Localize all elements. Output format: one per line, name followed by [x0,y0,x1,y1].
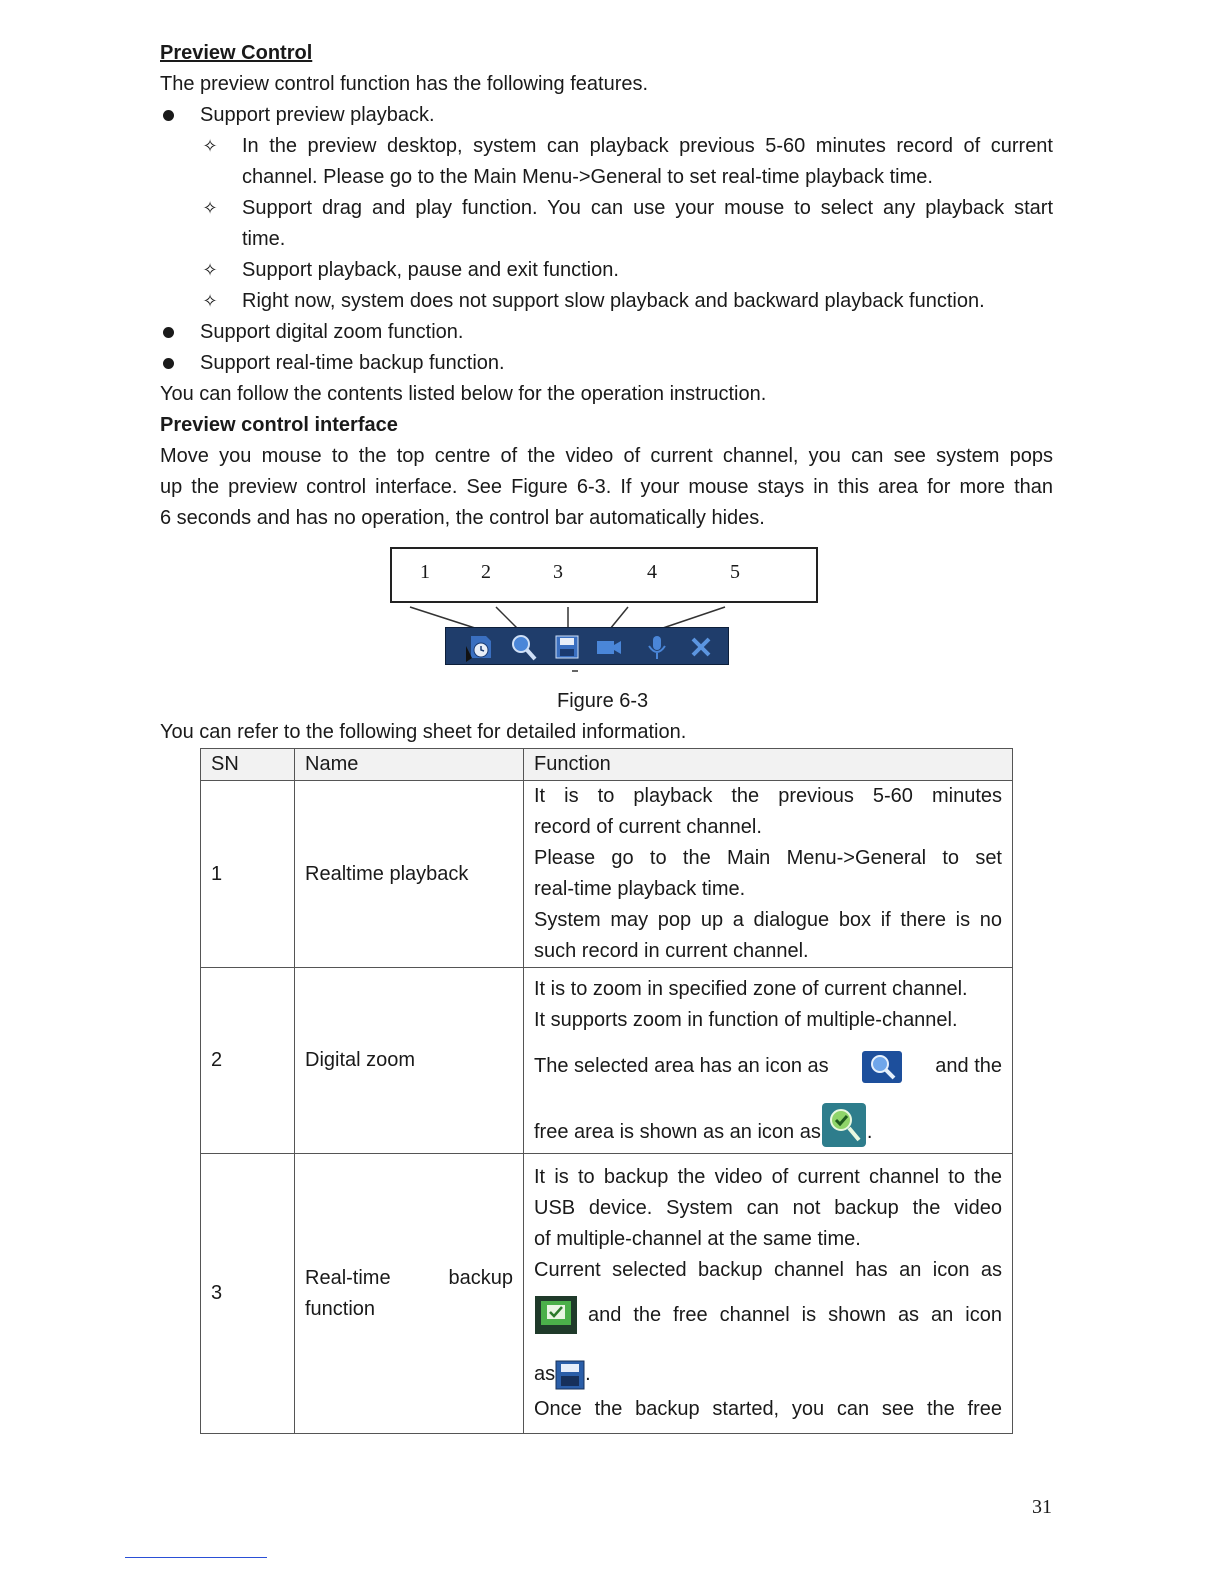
name-part: backup [448,1266,513,1289]
preview-control-figure [388,545,828,675]
sub-feature-line: Support playback, pause and exit function. [242,259,619,281]
function-line: USB device. System can not backup the video [534,1197,1002,1219]
function-text: free area is shown as an icon as [534,1120,821,1143]
bullet-icon [160,348,180,379]
detail-table [200,748,1013,1434]
function-icon-line [534,1344,1002,1390]
interface-heading: Preview control interface [160,414,398,436]
header-sn: SN [201,749,295,781]
function-text: and the [935,1055,1002,1077]
sub-feature-line: Support drag and play function. You can use your mouse to select any playback start [242,197,1053,219]
sub-feature-line: In the preview desktop, system can playback previous 5-60 minutes record of current [242,135,1053,157]
diamond-bullet-icon: ✧ [202,198,218,218]
function-text: as [534,1363,556,1385]
selected-backup-icon [534,1295,578,1335]
cell-function [524,781,1013,968]
feature-item: Support digital zoom function. [200,321,464,343]
cell-function [524,1154,1013,1434]
cell-function [524,968,1013,1154]
page-number: 31 [1032,1496,1052,1518]
cell-name [295,1154,524,1434]
digital-zoom-icon[interactable] [508,632,538,662]
cell-sn: 3 [201,1154,295,1434]
header-function: Function [524,749,1013,781]
function-line: It is to backup the video of current channel to the [534,1166,1002,1188]
sub-feature-line: Right now, system does not support slow playback and backward playback function. [242,290,985,312]
refer-text: You can refer to the following sheet for detailed information. [160,721,687,743]
function-line: It is to zoom in specified zone of current channel. [534,977,968,1000]
function-line: System may pop up a dialogue box if there is no [534,909,1002,931]
close-icon[interactable] [686,632,716,662]
function-text: The selected area has an icon as [534,1055,829,1077]
cell-sn: 2 [201,968,295,1154]
interface-paragraph-line: 6 seconds and has no operation, the control bar automatically hides. [160,507,765,529]
footer-rule [125,1557,267,1558]
function-line: such record in current channel. [534,940,809,962]
figure-caption: Figure 6-3 [557,690,649,712]
name-part: function [305,1297,376,1320]
table-row [201,968,1013,1154]
function-line: Please go to the Main Menu->General to set [534,847,1002,869]
preview-control-toolbar [445,627,729,665]
function-text: and the free channel is shown as an icon [588,1303,1002,1326]
function-icon-line [534,1098,1002,1148]
header-name: Name [295,749,524,781]
function-line: Current selected backup channel has an icon as [534,1259,1002,1281]
talk-icon[interactable] [642,632,672,662]
function-text: . [585,1363,591,1385]
selected-zoom-icon [861,1050,903,1084]
table-row [201,1154,1013,1434]
follow-text: You can follow the contents listed below for the operation instruction. [160,383,767,405]
figure-number: 3 [553,561,563,583]
record-icon[interactable] [594,632,624,662]
function-line: Once the backup started, you can see the free [534,1398,1002,1420]
backup-icon[interactable] [552,632,582,662]
function-line: real-time playback time. [534,878,746,900]
intro-text: The preview control function has the following features. [160,73,649,95]
function-icon-line [534,1286,1002,1344]
cell-name: Digital zoom [295,968,524,1154]
figure-number: 4 [647,561,657,583]
sub-feature-line: time. [242,228,286,250]
function-line: of multiple-channel at the same time. [534,1228,861,1250]
section-title: Preview Control [160,42,313,64]
function-icon-line [534,1036,1002,1098]
realtime-playback-icon[interactable] [466,632,496,662]
diamond-bullet-icon: ✧ [202,136,218,156]
figure-number: 5 [730,561,740,583]
function-line: It supports zoom in function of multiple-channel. [534,1008,958,1031]
name-part: Real-time [305,1266,391,1289]
function-text: . [866,1120,873,1143]
free-zoom-icon [821,1102,867,1148]
figure-number: 2 [481,561,491,583]
diamond-bullet-icon: ✧ [202,260,218,280]
figure-number: 1 [420,561,430,583]
bullet-icon [160,317,180,348]
table-row [201,781,1013,968]
table-header-row [201,749,1013,781]
diamond-bullet-icon: ✧ [202,291,218,311]
feature-item: Support preview playback. [200,104,435,126]
cell-name: Realtime playback [295,781,524,968]
function-line: record of current channel. [534,816,762,838]
interface-paragraph-line: Move you mouse to the top centre of the video of current channel, you can see system pops [160,445,1053,467]
feature-item: Support real-time backup function. [200,352,505,374]
interface-paragraph-line: up the preview control interface. See Figure 6-3. If your mouse stays in this area for more than [160,476,1053,498]
function-line: It is to playback the previous 5-60 minutes [534,785,1002,807]
sub-feature-line: channel. Please go to the Main Menu->General to set real-time playback time. [242,166,933,188]
free-backup-icon [555,1360,585,1390]
cell-sn: 1 [201,781,295,968]
bullet-icon [160,100,180,131]
